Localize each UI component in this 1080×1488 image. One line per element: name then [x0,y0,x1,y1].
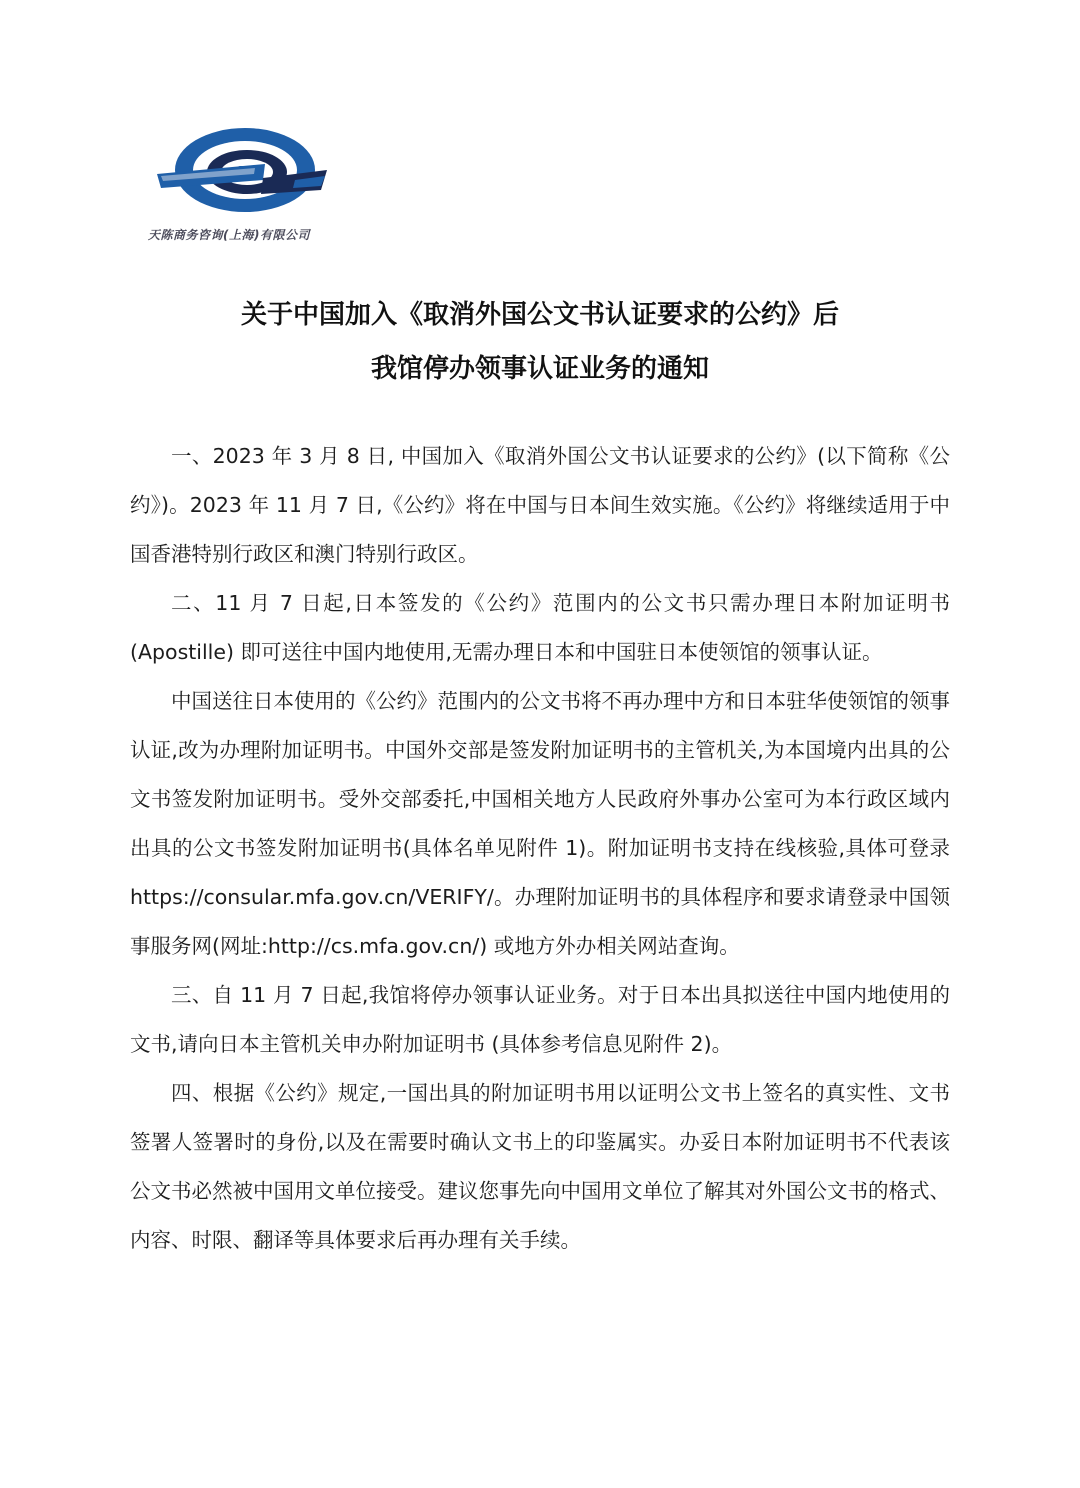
company-name-caption: 天陈商务咨询(上海)有限公司 [148,228,310,242]
paragraph-2: 二、11 月 7 日起,日本签发的《公约》范围内的公文书只需办理日本附加证明书 (Apostille) 即可送往中国内地使用,无需办理日本和中国驻日本使领馆的领事认证。 [130,591,950,664]
notice-body [130,432,950,1265]
paragraph-4: 三、自 11 月 7 日起,我馆将停办领事认证业务。对于日本出具拟送往中国内地使用的文书,请向日本主管机关申办附加证明书 (具体参考信息见附件 2)。 [130,983,950,1056]
paragraph-3: 中国送往日本使用的《公约》范围内的公文书将不再办理中方和日本驻华使领馆的领事认证,改为办理附加证明书。中国外交部是签发附加证明书的主管机关,为本国境内出具的公文书签发附加证明书。受外交部委托,中国相关地方人民政府外事办公室可为本行政区域内出具的公文书签发附加证明书(具体名单见附件 1)。附加证明书支持在线核验,具体可登录 https://consular.mfa.gov.cn/VERIFY/。办理附加证明书的具体程序和要求请登录中国领事服务网(网址:http://cs.mfa.gov.cn/) 或地方外办相关网站查询。 [130,689,950,958]
paragraph-1: 一、2023 年 3 月 8 日, 中国加入《取消外国公文书认证要求的公约》(以下简称《公约》)。2023 年 11 月 7 日,《公约》将在中国与日本间生效实施。《公约》将继续适用于中国香港特别行政区和澳门特别行政区。 [130,444,950,566]
paragraph-5: 四、根据《公约》规定,一国出具的附加证明书用以证明公文书上签名的真实性、文书签署人签署时的身份,以及在需要时确认文书上的印鉴属实。办妥日本附加证明书不代表该公文书必然被中国用文单位接受。建议您事先向中国用文单位了解其对外国公文书的格式、内容、时限、翻译等具体要求后再办理有关手续。 [130,1081,950,1252]
notice-title-line-1: 关于中国加入《取消外国公文书认证要求的公约》后 [240,300,839,330]
notice-title-line-2: 我馆停办领事认证业务的通知 [370,354,709,384]
